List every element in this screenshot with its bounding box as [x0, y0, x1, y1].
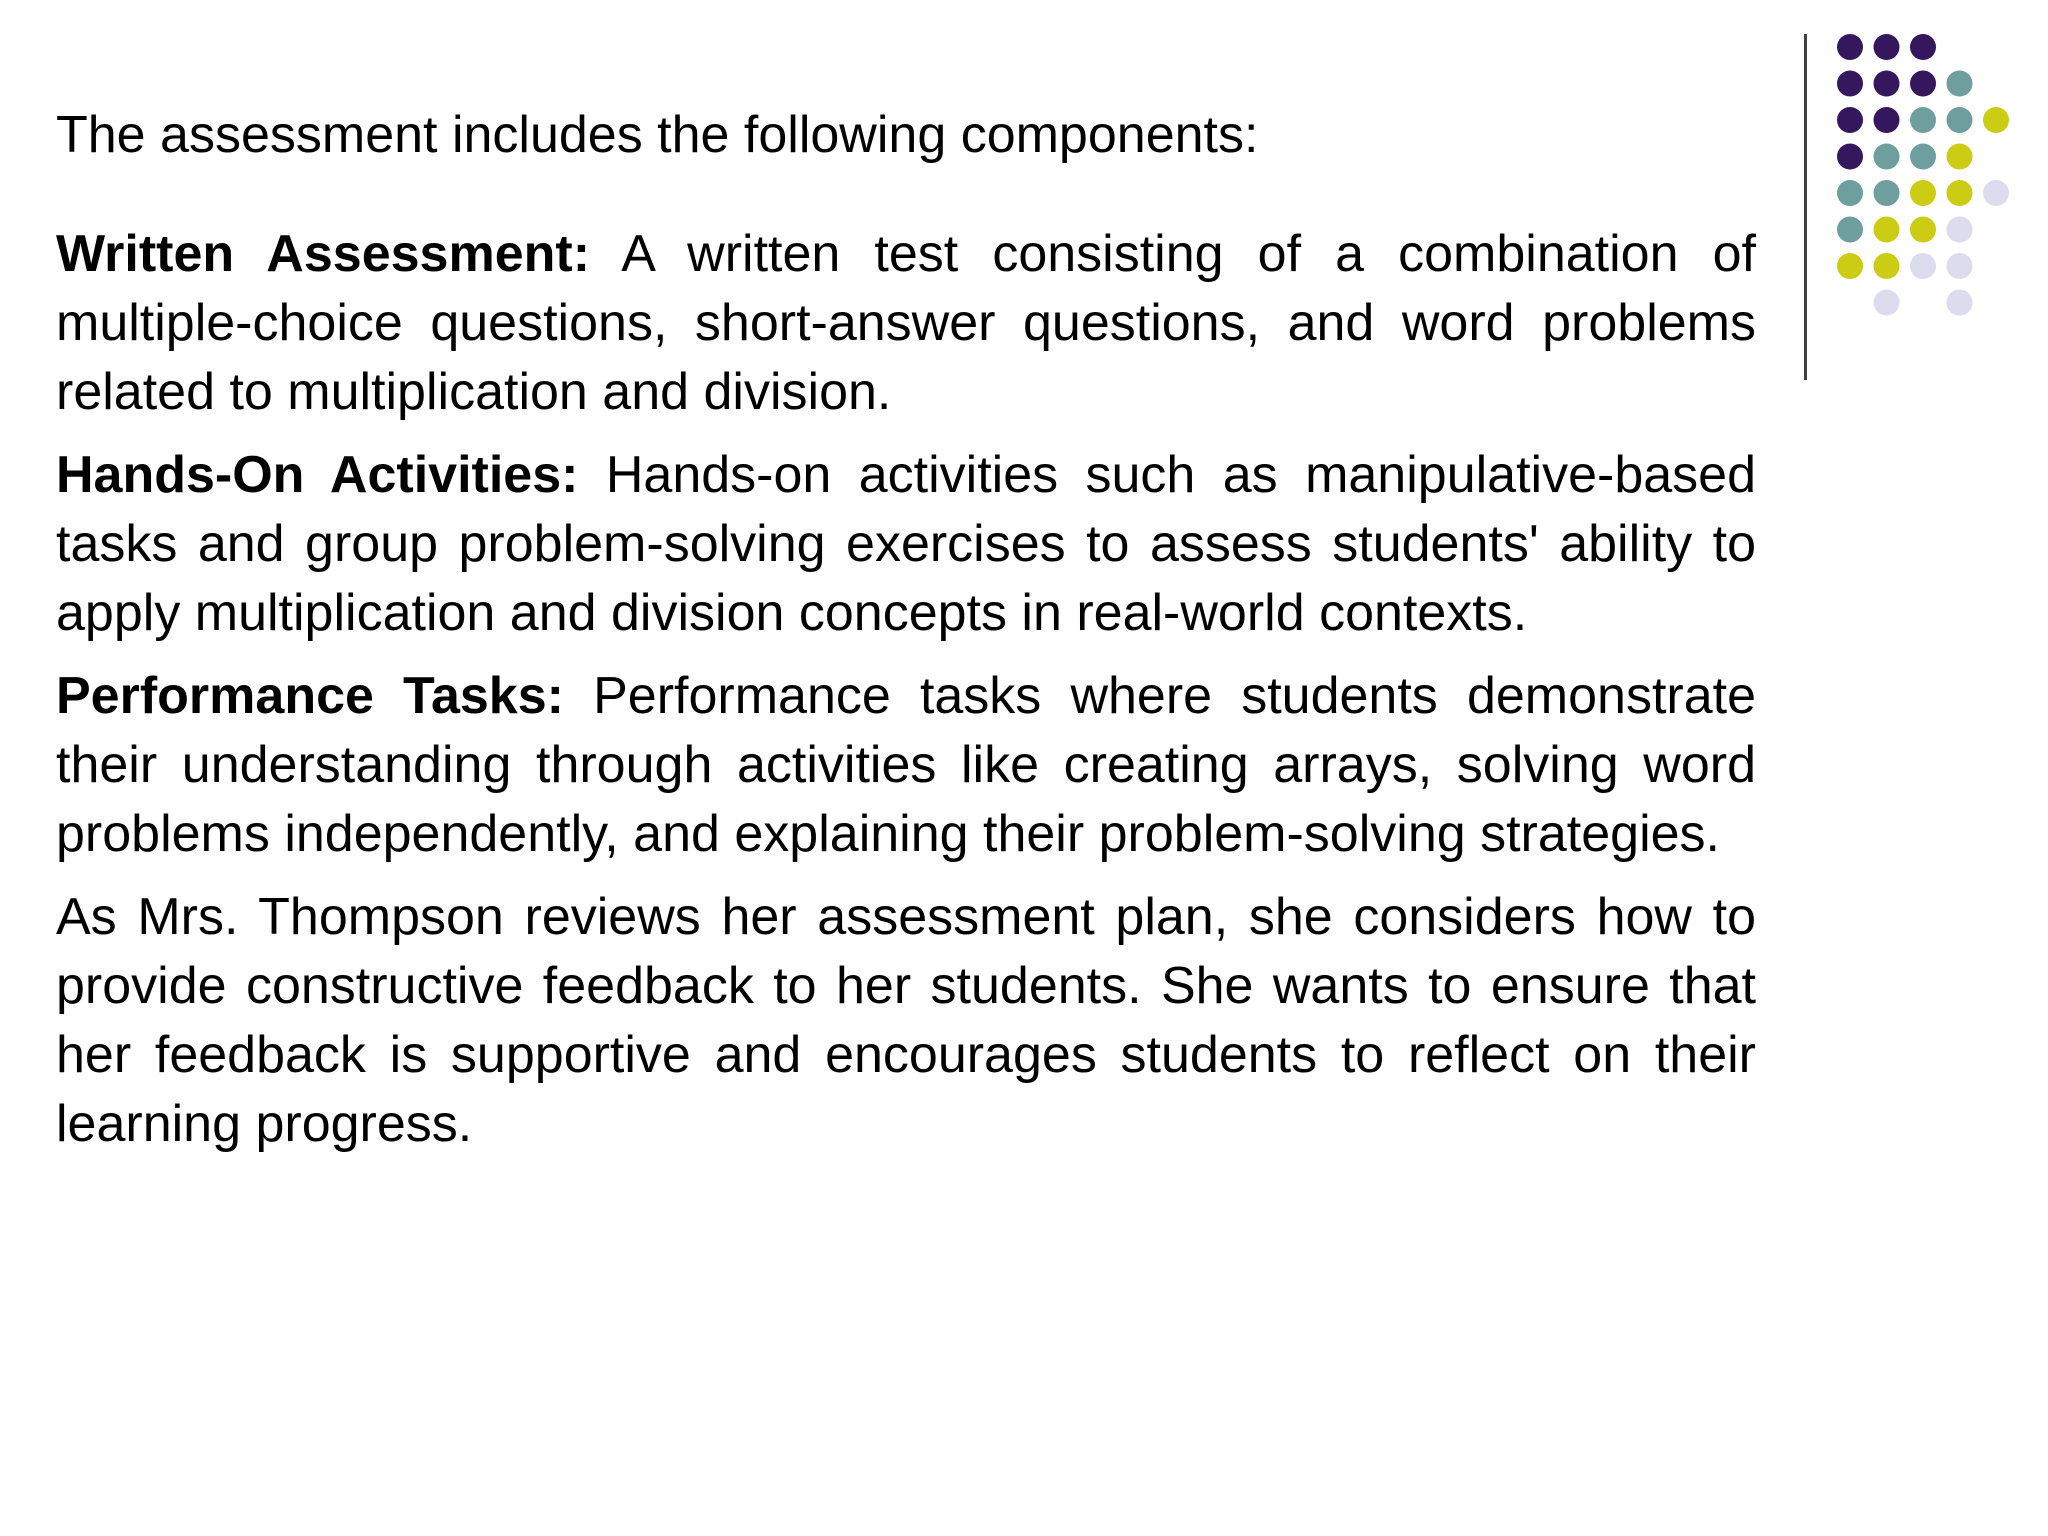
decorative-dot: [1874, 180, 1900, 206]
component-description: A written test consisting of a combination of multiple-choice questions, short-answer questions, and word problems related to multiplication and division.: [56, 225, 1756, 421]
decorative-dot: [1874, 107, 1900, 133]
decorative-dot: [1874, 34, 1900, 60]
decorative-dot: [1947, 107, 1973, 133]
decorative-dot: [1874, 144, 1900, 170]
decorative-dot: [1874, 217, 1900, 243]
component-performance-tasks: [56, 662, 1756, 869]
closing-paragraph: As Mrs. Thompson reviews her assessment plan, she considers how to provide constructive feedback to her students. She wants to ensure that her feedback is supportive and encourages students to reflect on their learning progress.: [56, 888, 1756, 1153]
decorative-dot: [1837, 144, 1863, 170]
decorative-dot: [1910, 107, 1936, 133]
decorative-dot: [1837, 107, 1863, 133]
decorative-dot: [1837, 180, 1863, 206]
decorative-dot: [1910, 180, 1936, 206]
decorative-dot: [1910, 253, 1936, 279]
component-term: Hands-On Activities:: [56, 446, 579, 504]
decorative-dot: [1983, 107, 2009, 133]
decorative-dot: [1983, 180, 2009, 206]
decorative-dot: [1874, 290, 1900, 316]
decorative-dot: [1947, 217, 1973, 243]
component-written-assessment: [56, 220, 1756, 427]
slide-body: [56, 100, 1756, 1173]
decorative-dot: [1874, 253, 1900, 279]
decorative-dot: [1947, 290, 1973, 316]
intro-text: The assessment includes the following components:: [56, 106, 1259, 164]
component-hands-on-activities: [56, 441, 1756, 648]
decorative-dot: [1947, 180, 1973, 206]
decorative-dot: [1947, 144, 1973, 170]
component-term: Performance Tasks:: [56, 667, 564, 725]
component-term: Written Assessment:: [56, 225, 591, 283]
decorative-dot: [1910, 217, 1936, 243]
decorative-dot: [1910, 71, 1936, 97]
decorative-dot: [1947, 253, 1973, 279]
decorative-dot: [1837, 71, 1863, 97]
decorative-dot: [1947, 71, 1973, 97]
decorative-dot: [1837, 253, 1863, 279]
decorative-dot: [1910, 34, 1936, 60]
decorative-dot: [1837, 34, 1863, 60]
component-description: Performance tasks where students demonstrate their understanding through activities like creating arrays, solving word problems independently, and explaining their problem-solving strategies.: [56, 667, 1756, 863]
decorative-dot: [1874, 71, 1900, 97]
component-description: Hands-on activities such as manipulative-based tasks and group problem-solving exercises to assess students' ability to apply multiplication and division concepts in real-world contexts.: [56, 446, 1757, 642]
decorative-dot: [1837, 217, 1863, 243]
decorative-dot: [1910, 144, 1936, 170]
